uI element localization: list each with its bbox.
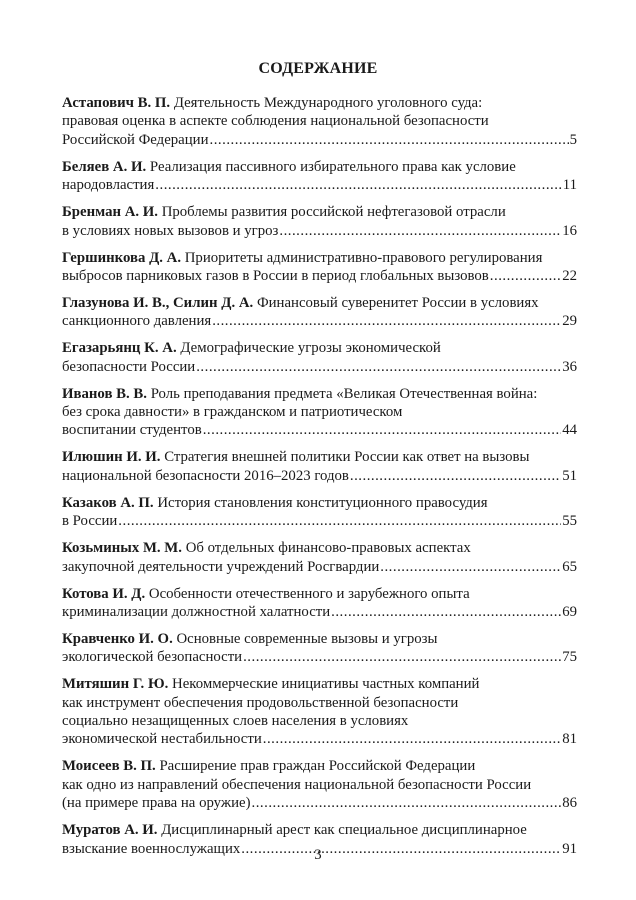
toc-entry-text-wrap: [62, 758, 475, 774]
toc-entry-title-line: Расширение прав граждан Российской Федерации: [159, 758, 476, 775]
toc-entry-line: [62, 757, 577, 775]
toc-entry-author: Козьминых М. М.: [62, 540, 182, 557]
toc-dot-leader: [203, 421, 561, 439]
toc-entry-text-wrap: [62, 558, 379, 576]
toc-entry-text-wrap: [62, 449, 529, 465]
toc-entry[interactable]: [62, 630, 577, 667]
toc-entry-author: Казаков А. П.: [62, 494, 154, 511]
toc-entry-title-line: без срока давности» в гражданском и патриотическом: [62, 404, 403, 421]
toc-entry-title-line: История становления конституционного правосудия: [157, 494, 488, 511]
toc-entry-page-number: 65: [562, 558, 577, 575]
toc-entry-text-wrap: [62, 267, 489, 285]
toc-entry-author: Глазунова И. В., Силин Д. А.: [62, 294, 254, 311]
toc-entry-title-line: Деятельность Международного уголовного суда:: [173, 95, 483, 111]
toc-entry-line: [62, 539, 577, 557]
toc-entry-last-line: [62, 512, 577, 530]
toc-entry-last-line: [62, 794, 577, 812]
page-title: СОДЕРЖАНИЕ: [258, 60, 378, 77]
toc-entry-last-line: [62, 730, 577, 748]
toc-entry-line: [62, 712, 577, 730]
toc-entry-line: [62, 294, 577, 312]
toc-entry-author: Муратов А. И.: [62, 822, 158, 839]
toc-entry-author: Моисеев В. П.: [62, 758, 156, 775]
toc-entry[interactable]: [62, 539, 577, 576]
toc-entry-page-number: 29: [562, 313, 577, 330]
toc-entry[interactable]: [62, 494, 577, 531]
toc-entry-line: [62, 403, 577, 421]
toc-entry-last-line: [62, 558, 577, 576]
toc-entry-text-wrap: [62, 695, 458, 711]
toc-entry-page-number: 16: [562, 222, 577, 239]
toc-entry-author: Бренман А. И.: [62, 204, 158, 221]
toc-entry-title-line: Демографические угрозы экономической: [180, 340, 441, 357]
toc-entry-page-number: 86: [562, 795, 577, 812]
toc-entry-text-wrap: [62, 512, 117, 530]
toc-entry-page-number: 36: [562, 358, 577, 375]
toc-entry-last-line: [62, 603, 577, 621]
toc-entry-title-line: (на примере права на оружие): [62, 795, 251, 812]
toc-entry-page-number: 5: [569, 131, 577, 148]
toc-entry-last-line: [62, 267, 577, 285]
toc-entry-page-number: 81: [562, 731, 577, 748]
toc-entry-title-line: Российской Федерации: [62, 131, 209, 148]
toc-dot-leader: [279, 222, 561, 240]
toc-entry-author: Гершинкова Д. А.: [62, 249, 182, 266]
toc-entry-text-wrap: [62, 676, 479, 692]
toc-entry-last-line: [62, 176, 577, 194]
toc-entry-page-number: 44: [562, 422, 577, 439]
toc-entry-author: Митяшин Г. Ю.: [62, 676, 169, 693]
toc-entry-text-wrap: [62, 713, 408, 729]
toc-entry[interactable]: [62, 294, 577, 331]
toc-entry-text-wrap: [62, 204, 506, 220]
toc-entry-title-line: экономической нестабильности: [62, 731, 262, 748]
toc-dot-leader: [252, 794, 562, 812]
toc-entry-line: [62, 158, 577, 176]
toc-entry-title-line: Финансовый суверенитет России в условиях: [256, 294, 539, 311]
toc-dot-leader: [155, 176, 561, 194]
toc-entry-title-line: экологической безопасности: [62, 649, 243, 666]
toc-entry-text-wrap: [62, 540, 471, 556]
toc-entry-title-line: как одно из направлений обеспечения национальной безопасности России: [62, 776, 532, 793]
toc-entry-page-number: 69: [562, 603, 577, 620]
toc-entry-line: [62, 94, 577, 112]
toc-entry-text-wrap: [62, 421, 202, 439]
toc-entry-text-wrap: [62, 730, 262, 748]
toc-entry-text-wrap: [62, 131, 209, 149]
toc-entry-title-line: закупочной деятельности учреждений Росгвардии: [62, 558, 380, 575]
page-number: 3: [314, 847, 322, 863]
toc-entry-line: [62, 339, 577, 357]
toc-entry-title-line: Проблемы развития российской нефтегазовой отрасли: [161, 204, 506, 221]
toc-entry-line: [62, 112, 577, 130]
toc-entry-last-line: [62, 648, 577, 666]
toc-entry-last-line: [62, 131, 577, 149]
toc-dot-leader: [118, 512, 561, 530]
toc-entry-title-line: воспитании студентов: [62, 422, 202, 439]
toc-entry-line: [62, 821, 577, 839]
toc-entry-text-wrap: [62, 159, 516, 175]
toc-dot-leader: [380, 558, 561, 576]
toc-entry-title-line: Основные современные вызовы и угрозы: [176, 630, 438, 647]
toc-entry[interactable]: [62, 94, 577, 149]
toc-entry[interactable]: [62, 158, 577, 195]
toc-entry-title-line: в условиях новых вызовов и угроз: [62, 222, 279, 239]
toc-entry-text-wrap: [62, 648, 242, 666]
toc-entry[interactable]: [62, 203, 577, 240]
toc-entry-title-line: безопасности России: [62, 358, 196, 375]
toc-entry-page-number: 22: [562, 267, 577, 284]
toc-entry-author: Котова И. Д.: [62, 585, 146, 602]
toc-entry-text-wrap: [62, 404, 402, 420]
toc-entry-text-wrap: [62, 176, 154, 194]
toc-entry-last-line: [62, 421, 577, 439]
toc-entry-title-line: народовластия: [62, 177, 155, 194]
toc-entry-line: [62, 494, 577, 512]
toc-entry-text-wrap: [62, 386, 537, 402]
toc-entry-text-wrap: [62, 358, 195, 376]
toc-entry-title-line: Реализация пассивного избирательного права как условие: [149, 158, 516, 175]
toc-entry-page-number: 91: [562, 840, 577, 857]
toc-entry-author: Беляев А. И.: [62, 158, 147, 175]
toc-entry-line: [62, 675, 577, 693]
toc-dot-leader: [196, 358, 561, 376]
toc-entry-title-line: взыскание военнослужащих: [62, 840, 241, 857]
toc-entry-text-wrap: [62, 631, 437, 647]
toc-entry-page-number: 55: [562, 513, 577, 530]
toc-entry-title-line: как инструмент обеспечения продовольственной безопасности: [62, 694, 459, 711]
toc-entry-title-line: национальной безопасности 2016–2023 годов: [62, 467, 349, 484]
toc-entry-author: Илюшин И. И.: [62, 449, 161, 466]
toc-entry[interactable]: [62, 675, 577, 749]
toc-entry-author: Астапович В. П.: [62, 95, 171, 111]
toc-dot-leader: [210, 131, 569, 149]
toc-entry-title-line: Дисциплинарный арест как специальное дисциплинарное: [161, 822, 527, 839]
toc-entry-line: [62, 630, 577, 648]
toc-entry-page-number: 75: [562, 649, 577, 666]
toc-entry-text-wrap: [62, 467, 349, 485]
toc-entry[interactable]: [62, 339, 577, 376]
toc-entry-title-line: правовая оценка в аспекте соблюдения национальной безопасности: [62, 113, 489, 130]
toc-entry-text-wrap: [62, 822, 527, 838]
toc-entry[interactable]: [62, 385, 577, 440]
toc-entry-text-wrap: [62, 340, 441, 356]
toc-entry-text-wrap: [62, 95, 482, 111]
toc-entry-title-line: Стратегия внешней политики России как ответ на вызовы: [164, 449, 530, 466]
toc-dot-leader: [350, 467, 561, 485]
toc-entry-line: [62, 448, 577, 466]
toc-entry-title-line: Особенности отечественного и зарубежного опыта: [148, 585, 470, 602]
toc-entry-text-wrap: [62, 312, 211, 330]
toc-entry-title-line: санкционного давления: [62, 313, 212, 330]
toc-entry-title-line: Об отдельных финансово-правовых аспектах: [185, 540, 471, 557]
toc-entry-text-wrap: [62, 250, 542, 266]
toc-entry-text-wrap: [62, 295, 539, 311]
toc-entry-title-line: Роль преподавания предмета «Великая Отечественная война:: [150, 385, 538, 402]
toc-entry-text-wrap: [62, 586, 470, 602]
toc-entry-line: [62, 694, 577, 712]
toc-entry-text-wrap: [62, 794, 251, 812]
toc-entry-text-wrap: [62, 495, 488, 511]
toc-entry-title-line: Некоммерческие инициативы частных компаний: [172, 676, 480, 693]
toc-entry-line: [62, 203, 577, 221]
toc-entry-last-line: [62, 467, 577, 485]
toc-entry-last-line: [62, 358, 577, 376]
toc-entry-last-line: [62, 222, 577, 240]
toc-entry-line: [62, 385, 577, 403]
toc-entry[interactable]: [62, 448, 577, 485]
toc-entry-title-line: выбросов парниковых газов в России в период глобальных вызовов: [62, 267, 489, 284]
toc-entry-text-wrap: [62, 603, 330, 621]
toc-entry-line: [62, 776, 577, 794]
toc-entry-author: Егазарьянц К. А.: [62, 340, 177, 357]
toc-entry[interactable]: [62, 585, 577, 622]
toc-entry-line: [62, 249, 577, 267]
toc-dot-leader: [490, 267, 561, 285]
toc-entry-title-line: криминализации должностной халатности: [62, 603, 331, 620]
toc-entry-line: [62, 585, 577, 603]
toc-entry-title-line: социально незащищенных слоев населения в условиях: [62, 713, 409, 730]
toc-entry-text-wrap: [62, 113, 489, 129]
toc-dot-leader: [243, 648, 561, 666]
toc-entry[interactable]: [62, 757, 577, 812]
toc-entry-text-wrap: [62, 777, 531, 793]
toc-entry-page-number: 11: [562, 177, 577, 194]
toc-entry-page-number: 51: [562, 467, 577, 484]
toc-entry-author: Кравченко И. О.: [62, 630, 173, 647]
toc-entry-last-line: [62, 312, 577, 330]
toc-entry-title-line: Приоритеты административно-правового регулирования: [184, 249, 543, 266]
toc-entry-title-line: в России: [62, 513, 118, 530]
toc-entry-author: Иванов В. В.: [62, 385, 147, 402]
toc-dot-leader: [331, 603, 561, 621]
toc-entry-text-wrap: [62, 222, 278, 240]
toc-dot-leader: [263, 730, 561, 748]
table-of-contents: [62, 94, 577, 867]
toc-entry[interactable]: [62, 249, 577, 286]
toc-dot-leader: [212, 312, 561, 330]
